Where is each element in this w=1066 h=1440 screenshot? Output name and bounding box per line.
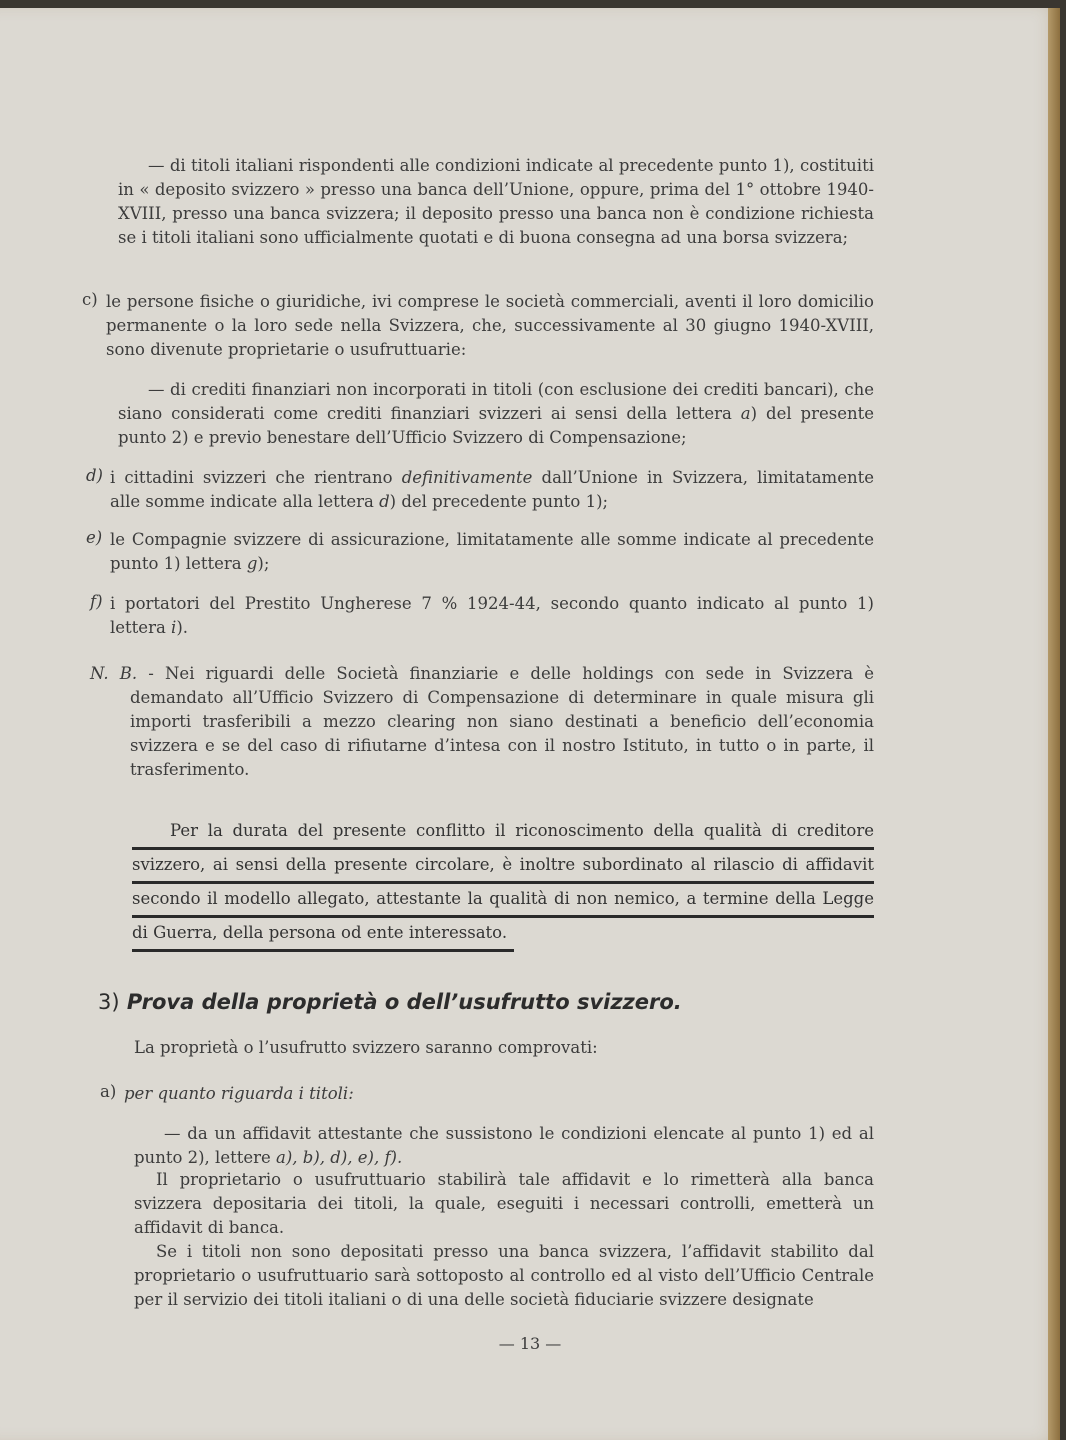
item-a-label: a): [100, 1082, 117, 1101]
item-c-sub: [118, 378, 874, 450]
paragraph-titoli-italiani: — di titoli italiani rispondenti alle condizioni indicate al precedente punto 1), costituiti in « deposito svizzero » presso una banca dell’Unione, oppure, prima del 1° ottobre 1940-XVIII, presso una banca svizzera; il deposito presso una banca non è condizione richiesta se i titoli italiani sono ufficialmente quotati e di buona consegna ad una borsa svizzera;: [118, 156, 874, 247]
item-c-label: c): [82, 290, 98, 309]
item-f-letter: i: [171, 618, 177, 637]
section-heading: [98, 990, 682, 1014]
nota-bene-label: N. B.: [90, 664, 138, 683]
page-edge: [1048, 8, 1060, 1440]
item-d-part3: ) del precedente punto 1);: [389, 492, 609, 511]
item-d-part2: dall’Unione in Svizzera, limitatamente alle somme indicate alla lettera: [110, 468, 874, 511]
item-c-text: [106, 290, 874, 362]
item-a-affidavit-text: — da un affidavit attestante che sussistono le condizioni elencate al punto 1) ed al punto 2), lettere: [134, 1124, 874, 1167]
item-c-sub-letter: a: [740, 404, 751, 423]
item-f-text: [110, 592, 874, 640]
nota-bene: [90, 662, 874, 782]
item-e-part2: );: [257, 554, 270, 573]
notice-line-1: Per la durata del presente conflitto il riconoscimento della qualità di creditore: [132, 816, 874, 850]
item-d-label: d): [86, 466, 103, 485]
item-d-emph: definitivamente: [401, 468, 533, 487]
item-e-part1: le Compagnie svizzere di assicurazione, limitatamente alle somme indicate al precedente punto 1) lettera: [110, 530, 874, 573]
item-a-proprietario: Il proprietario o usufruttuario stabilirà tale affidavit e lo rimetterà alla banca svizzera depositaria dei titoli, la quale, eseguiti i necessari controlli, emetterà un affidavit di banca.: [134, 1170, 874, 1237]
nota-bene-text: - Nei riguardi delle Società finanziarie e delle holdings con sede in Svizzera è demandato all’Ufficio Svizzero di Compensazione di determinare in quale misura gli importi trasferibili a mezzo clearing non siano destinati a beneficio dell’economia svizzera e se del caso di rifiutarne d’intesa con il nostro Istituto, in tutto o in parte, il trasferimento.: [130, 664, 875, 779]
item-d-part1: i cittadini svizzeri che rientrano: [110, 468, 402, 487]
item-a-affidavit: [134, 1122, 874, 1170]
item-d-letter: d: [379, 492, 390, 511]
item-e-label: e): [86, 528, 103, 547]
notice-line-3: secondo il modello allegato, attestante la qualità di non nemico, a termine della Legge: [132, 884, 874, 918]
section-intro: La proprietà o l’usufrutto svizzero saranno comprovati:: [134, 1038, 598, 1057]
page-number: — 13 —: [498, 1334, 562, 1353]
item-a-non-depositati: Se i titoli non sono depositati presso una banca svizzera, l’affidavit stabilito dal proprietario o usufruttuario sarà sottoposto al controllo ed al visto dell’Ufficio Centrale per il servizio dei titoli italiani o di una delle società fiduciarie svizzere designate: [134, 1242, 874, 1309]
item-a-title: per quanto riguarda i titoli:: [124, 1084, 354, 1103]
item-e-letter: g: [246, 554, 258, 573]
item-f-part2: ).: [176, 618, 189, 637]
document-page: [0, 8, 1060, 1440]
item-c-sub-part1: — di crediti finanziari non incorporati in titoli (con esclusione dei crediti bancari), che siano considerati come crediti finanziari svizzeri ai sensi della lettera: [118, 380, 874, 423]
item-a-affidavit-letters: a), b), d), e), f).: [276, 1148, 403, 1167]
section-title-text: Prova della proprietà o dell’usufrutto svizzero.: [126, 990, 682, 1014]
item-c-sub-part2: ) del presente punto 2) e previo benestare dell’Ufficio Svizzero di Compensazione;: [118, 404, 874, 447]
notice-line-4: di Guerra, della persona od ente interessato.: [132, 918, 514, 952]
notice-line-2: svizzero, ai sensi della presente circolare, è inoltre subordinato al rilascio di affidavit: [132, 850, 874, 884]
underlined-notice-box: [132, 816, 874, 952]
item-e-text: [110, 528, 874, 576]
item-f-part1: i portatori del Prestito Ungherese 7 % 1924-44, secondo quanto indicato al punto 1) lettera: [110, 594, 874, 637]
section-number: 3): [98, 990, 120, 1014]
item-f-label: f): [90, 592, 103, 611]
item-d-text: [110, 466, 874, 514]
item-c-body: le persone fisiche o giuridiche, ivi comprese le società commerciali, aventi il loro domicilio permanente o la loro sede nella Svizzera, che, successivamente al 30 giugno 1940-XVIII, sono divenute proprietarie o usufruttuarie:: [106, 292, 874, 359]
